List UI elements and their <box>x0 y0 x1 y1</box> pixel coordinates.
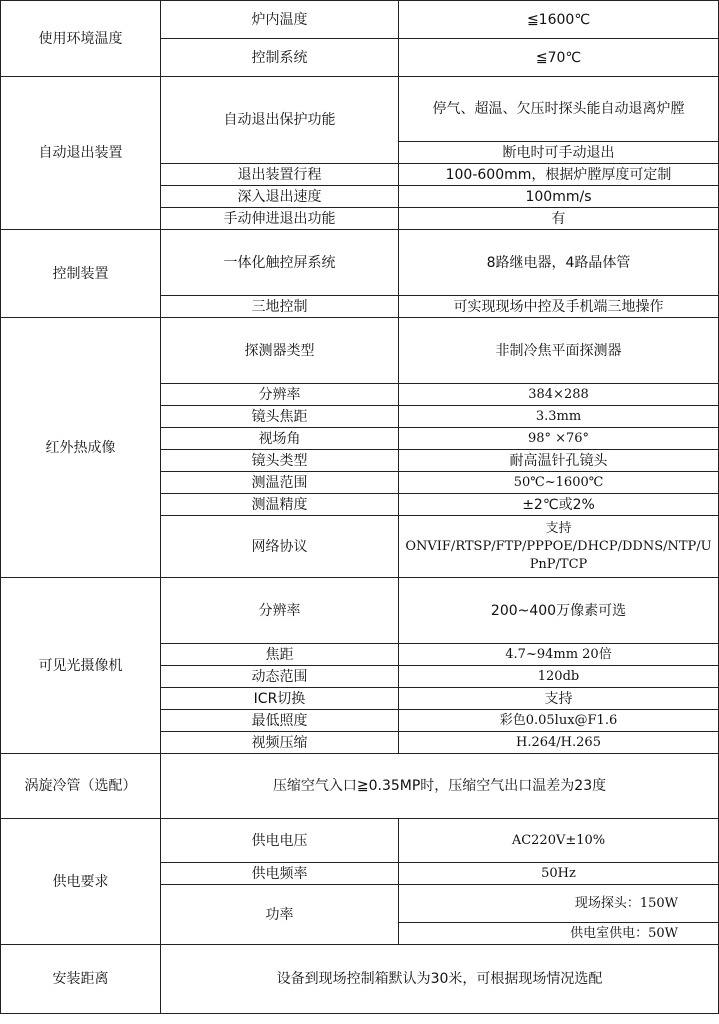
param-ir-resolution: 分辨率 <box>161 384 399 406</box>
table-row <box>1 1 719 39</box>
param-manual-exit: 手动伸进退出功能 <box>161 208 399 230</box>
section-title-visible: 可见光摄像机 <box>1 578 161 754</box>
value-field-of-view: 98° ×76° <box>399 428 719 450</box>
table-row <box>1 819 719 863</box>
table-row <box>1 230 719 296</box>
section-title-power: 供电要求 <box>1 819 161 945</box>
table-row <box>1 578 719 644</box>
param-control-system: 控制系统 <box>161 39 399 77</box>
param-supply-frequency: 供电频率 <box>161 863 399 885</box>
network-protocol-list: ONVIF/RTSP/FTP/PPPOE/DHCP/DDNS/NTP/UPnP/TCP <box>405 538 712 572</box>
value-vis-focal: 4.7~94mm 20倍 <box>399 644 719 666</box>
section-title-infrared: 红外热成像 <box>1 318 161 578</box>
section-title-vortex: 涡旋冷管（选配） <box>1 754 161 819</box>
value-network-protocol <box>399 516 719 578</box>
param-vis-resolution: 分辨率 <box>161 578 399 644</box>
param-focal-length: 镜头焦距 <box>161 406 399 428</box>
value-wattage-room: 供电室供电：50W <box>399 923 719 945</box>
section-title-env: 使用环境温度 <box>1 1 161 77</box>
value-exit-stroke: 100-600mm，根据炉膛厚度可定制 <box>399 164 719 186</box>
param-three-site: 三地控制 <box>161 296 399 318</box>
section-title-exit: 自动退出装置 <box>1 77 161 230</box>
value-furnace-temp: ≦1600℃ <box>399 1 719 39</box>
value-dynamic-range: 120db <box>399 666 719 688</box>
value-supply-voltage: AC220V±10% <box>399 819 719 863</box>
network-support-label: 支持 <box>545 520 572 536</box>
value-min-illumination: 彩色0.05lux@F1.6 <box>399 710 719 732</box>
param-min-illumination: 最低照度 <box>161 710 399 732</box>
value-supply-frequency: 50Hz <box>399 863 719 885</box>
value-temp-range: 50℃~1600℃ <box>399 472 719 494</box>
param-wattage: 功率 <box>161 885 399 945</box>
section-title-control: 控制装置 <box>1 230 161 318</box>
table-row <box>1 754 719 819</box>
value-exit-speed: 100mm/s <box>399 186 719 208</box>
param-lens-type: 镜头类型 <box>161 450 399 472</box>
param-detector-type: 探测器类型 <box>161 318 399 384</box>
table-row <box>1 318 719 384</box>
value-temp-accuracy: ±2℃或2% <box>399 494 719 516</box>
param-supply-voltage: 供电电压 <box>161 819 399 863</box>
param-furnace-temp: 炉内温度 <box>161 1 399 39</box>
param-dynamic-range: 动态范围 <box>161 666 399 688</box>
param-video-compression: 视频压缩 <box>161 732 399 754</box>
value-vis-resolution: 200~400万像素可选 <box>399 578 719 644</box>
value-video-compression: H.264/H.265 <box>399 732 719 754</box>
param-vis-focal: 焦距 <box>161 644 399 666</box>
param-network-protocol: 网络协议 <box>161 516 399 578</box>
param-temp-range: 测温范围 <box>161 472 399 494</box>
param-temp-accuracy: 测温精度 <box>161 494 399 516</box>
table-row <box>1 77 719 142</box>
value-touch-screen: 8路继电器，4路晶体管 <box>399 230 719 296</box>
value-three-site: 可实现现场中控及手机端三地操作 <box>399 296 719 318</box>
value-icr-switch: 支持 <box>399 688 719 710</box>
value-vortex: 压缩空气入口≧0.35MP时，压缩空气出口温差为23度 <box>161 754 719 819</box>
value-auto-exit-protect-1: 停气、超温、欠压时探头能自动退离炉膛 <box>399 77 719 142</box>
value-wattage-field: 现场探头：150W <box>399 885 719 923</box>
table-row <box>1 945 719 1014</box>
param-auto-exit-protect: 自动退出保护功能 <box>161 77 399 164</box>
param-exit-stroke: 退出装置行程 <box>161 164 399 186</box>
value-auto-exit-protect-2: 断电时可手动退出 <box>399 142 719 164</box>
value-detector-type: 非制冷焦平面探测器 <box>399 318 719 384</box>
value-install: 设备到现场控制箱默认为30米，可根据现场情况选配 <box>161 945 719 1014</box>
value-control-system: ≦70℃ <box>399 39 719 77</box>
value-lens-type: 耐高温针孔镜头 <box>399 450 719 472</box>
value-ir-resolution: 384×288 <box>399 384 719 406</box>
param-exit-speed: 深入退出速度 <box>161 186 399 208</box>
section-title-install: 安装距离 <box>1 945 161 1014</box>
value-manual-exit: 有 <box>399 208 719 230</box>
param-field-of-view: 视场角 <box>161 428 399 450</box>
value-focal-length: 3.3mm <box>399 406 719 428</box>
param-touch-screen: 一体化触控屏系统 <box>161 230 399 296</box>
param-icr-switch: ICR切换 <box>161 688 399 710</box>
